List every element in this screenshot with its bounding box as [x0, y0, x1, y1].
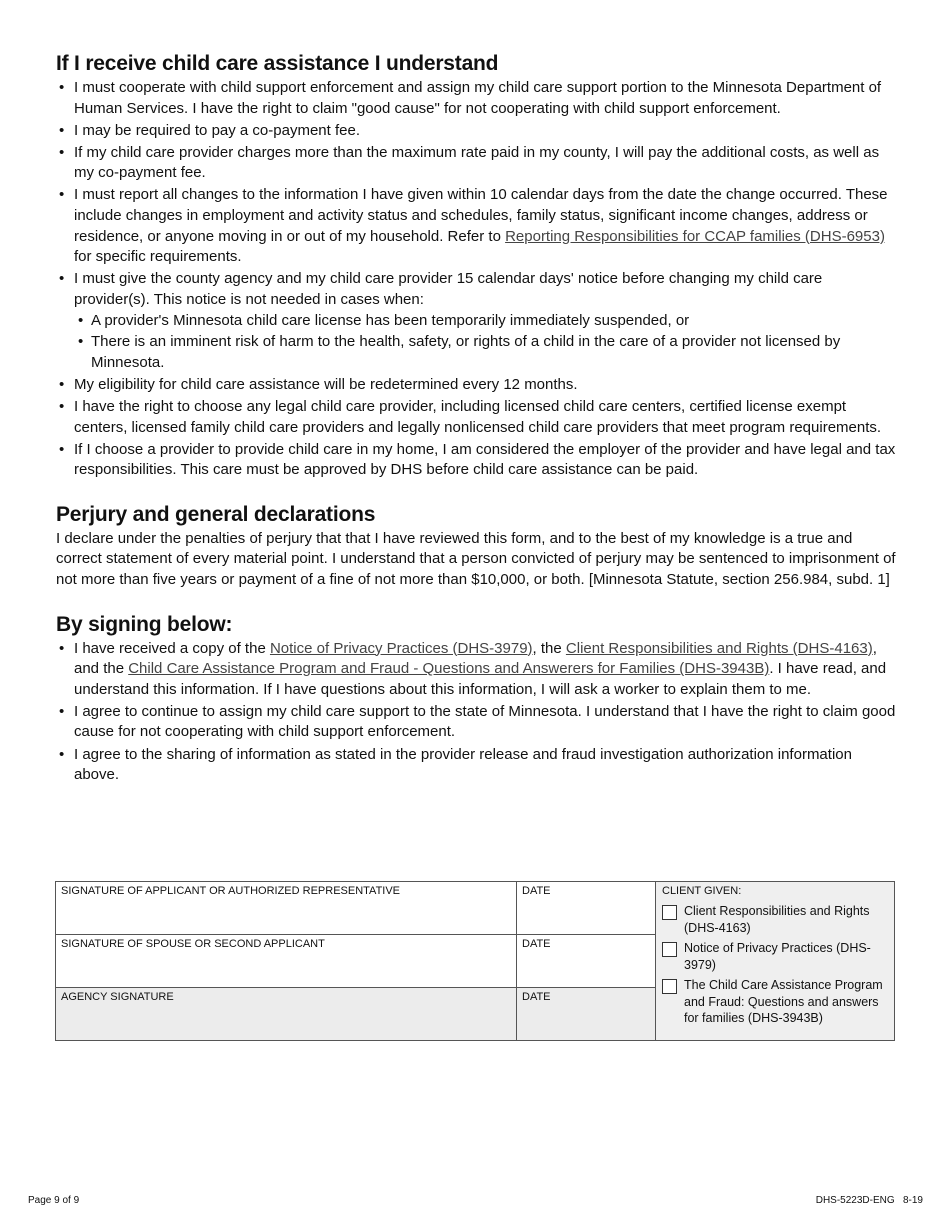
client-responsibilities-link[interactable]: Client Responsibilities and Rights (DHS-4163) — [565, 639, 873, 657]
checkbox[interactable] — [662, 942, 677, 957]
section-perjury — [56, 501, 896, 591]
list-item-text: , the — [532, 639, 566, 657]
sub-list — [74, 311, 896, 374]
checkbox-label: Notice of Privacy Practices (DHS-3979) — [684, 941, 871, 972]
form-id: DHS-5223D-ENG 8-19 — [815, 1195, 923, 1206]
client-given-option — [662, 977, 888, 1027]
applicant-date-field[interactable] — [517, 882, 656, 935]
field-label: DATE — [522, 991, 551, 1003]
page-number: Page 9 of 9 — [28, 1195, 80, 1206]
reporting-responsibilities-link[interactable]: Reporting Responsibilities for CCAP families (DHS-6953) — [505, 227, 885, 245]
list-item — [56, 185, 896, 267]
field-label: AGENCY SIGNATURE — [61, 991, 174, 1003]
sub-list-item: • A provider's Minnesota child care license has been temporarily immediately suspended, or — [74, 311, 896, 332]
list-item: • I agree to continue to assign my child care support to the state of Minnesota. I understand that I have the right to claim good cause for not cooperating with child support enforcement. — [56, 702, 896, 743]
list-item-text: . I have read, and understand this information. If I have questions about this information, I will ask a worker to explain them to me. — [74, 660, 887, 698]
section-by-signing — [56, 611, 896, 786]
list-item-text: , and the — [74, 639, 877, 678]
list-item-text: I must report all changes to the information I have given within 10 calendar days from the date the change occurred. These include changes in employment and activity status and schedules, family status, significant income changes, address or residence, or anyone moving in or out of my household. Refer to — [74, 186, 888, 245]
checkbox[interactable] — [662, 979, 677, 994]
checkbox[interactable] — [662, 905, 677, 920]
client-given-option — [662, 940, 888, 973]
applicant-signature-field[interactable] — [56, 882, 517, 935]
list-item — [56, 639, 896, 701]
spouse-date-field[interactable] — [517, 935, 656, 988]
list-item-text: I must give the county agency and my child care provider 15 calendar days' notice before changing my child care provider(s). This notice is not needed in cases when: — [74, 270, 823, 308]
list-item-text: I have received a copy of the — [74, 639, 270, 657]
field-label: DATE — [522, 885, 551, 897]
ccap-fraud-qa-link[interactable]: Child Care Assistance Program and Fraud - Questions and Answerers for Families (DHS-3943B) — [128, 660, 770, 678]
client-given-option — [662, 903, 888, 936]
section-heading: If I receive child care assistance I understand — [56, 52, 499, 75]
page-content — [56, 50, 896, 787]
perjury-paragraph: I declare under the penalties of perjury that that I have reviewed this form, and to the best of my knowledge is a true and correct statement of every material point. I understand that a person convicted of perjury may be sentenced to imprisonment of not more than five years or payment of a fine of not more than $10,000, or both. [Minnesota Statute, section 256.984, subd. 1] — [56, 529, 896, 588]
signature-table — [55, 881, 895, 1041]
field-label: SIGNATURE OF APPLICANT OR AUTHORIZED REPRESENTATIVE — [61, 885, 401, 897]
checkbox-label: Client Responsibilities and Rights (DHS-4163) — [684, 904, 870, 935]
signing-list — [56, 639, 896, 786]
sub-list-item: • There is an imminent risk of harm to the health, safety, or rights of a child in the care of a provider not licensed by Minnesota. — [74, 332, 896, 373]
field-label: SIGNATURE OF SPOUSE OR SECOND APPLICANT — [61, 938, 325, 950]
list-item: • I have the right to choose any legal child care provider, including licensed child care centers, certified license exempt centers, licensed family child care providers and legally nonlicensed child care providers that meet program requirements. — [56, 397, 896, 438]
field-label: DATE — [522, 938, 551, 950]
section-heading: By signing below: — [56, 612, 233, 636]
checkbox-label: The Child Care Assistance Program and Fraud: Questions and answers for families (DHS-3943B) — [684, 978, 883, 1025]
list-item: • My eligibility for child care assistance will be redetermined every 12 months. — [56, 375, 896, 396]
list-item: • I may be required to pay a co-payment fee. — [56, 121, 896, 142]
privacy-practices-link[interactable]: Notice of Privacy Practices (DHS-3979) — [269, 639, 533, 657]
agency-signature-field[interactable] — [56, 988, 517, 1041]
client-given-title: CLIENT GIVEN: — [662, 885, 742, 897]
section-heading: Perjury and general declarations — [56, 502, 376, 526]
list-item: • I agree to the sharing of information as stated in the provider release and fraud investigation authorization information above. — [56, 745, 896, 786]
section-child-care-understanding — [56, 50, 896, 481]
understanding-list — [56, 78, 896, 481]
list-item: • If I choose a provider to provide child care in my home, I am considered the employer of the provider and have legal and tax responsibilities. This care must be approved by DHS before child care assistance can be paid. — [56, 440, 896, 481]
list-item-text: for specific requirements. — [74, 248, 242, 266]
agency-date-field[interactable] — [517, 988, 656, 1041]
client-given-panel — [656, 882, 895, 1041]
list-item: • I must cooperate with child support enforcement and assign my child care support portion to the Minnesota Department of Human Services. I have the right to claim "good cause" for not cooperating with child support enforcement. — [56, 78, 896, 119]
spouse-signature-field[interactable] — [56, 935, 517, 988]
list-item: • If my child care provider charges more than the maximum rate paid in my county, I will pay the additional costs, as well as my co-payment fee. — [56, 143, 896, 184]
list-item — [56, 269, 896, 373]
